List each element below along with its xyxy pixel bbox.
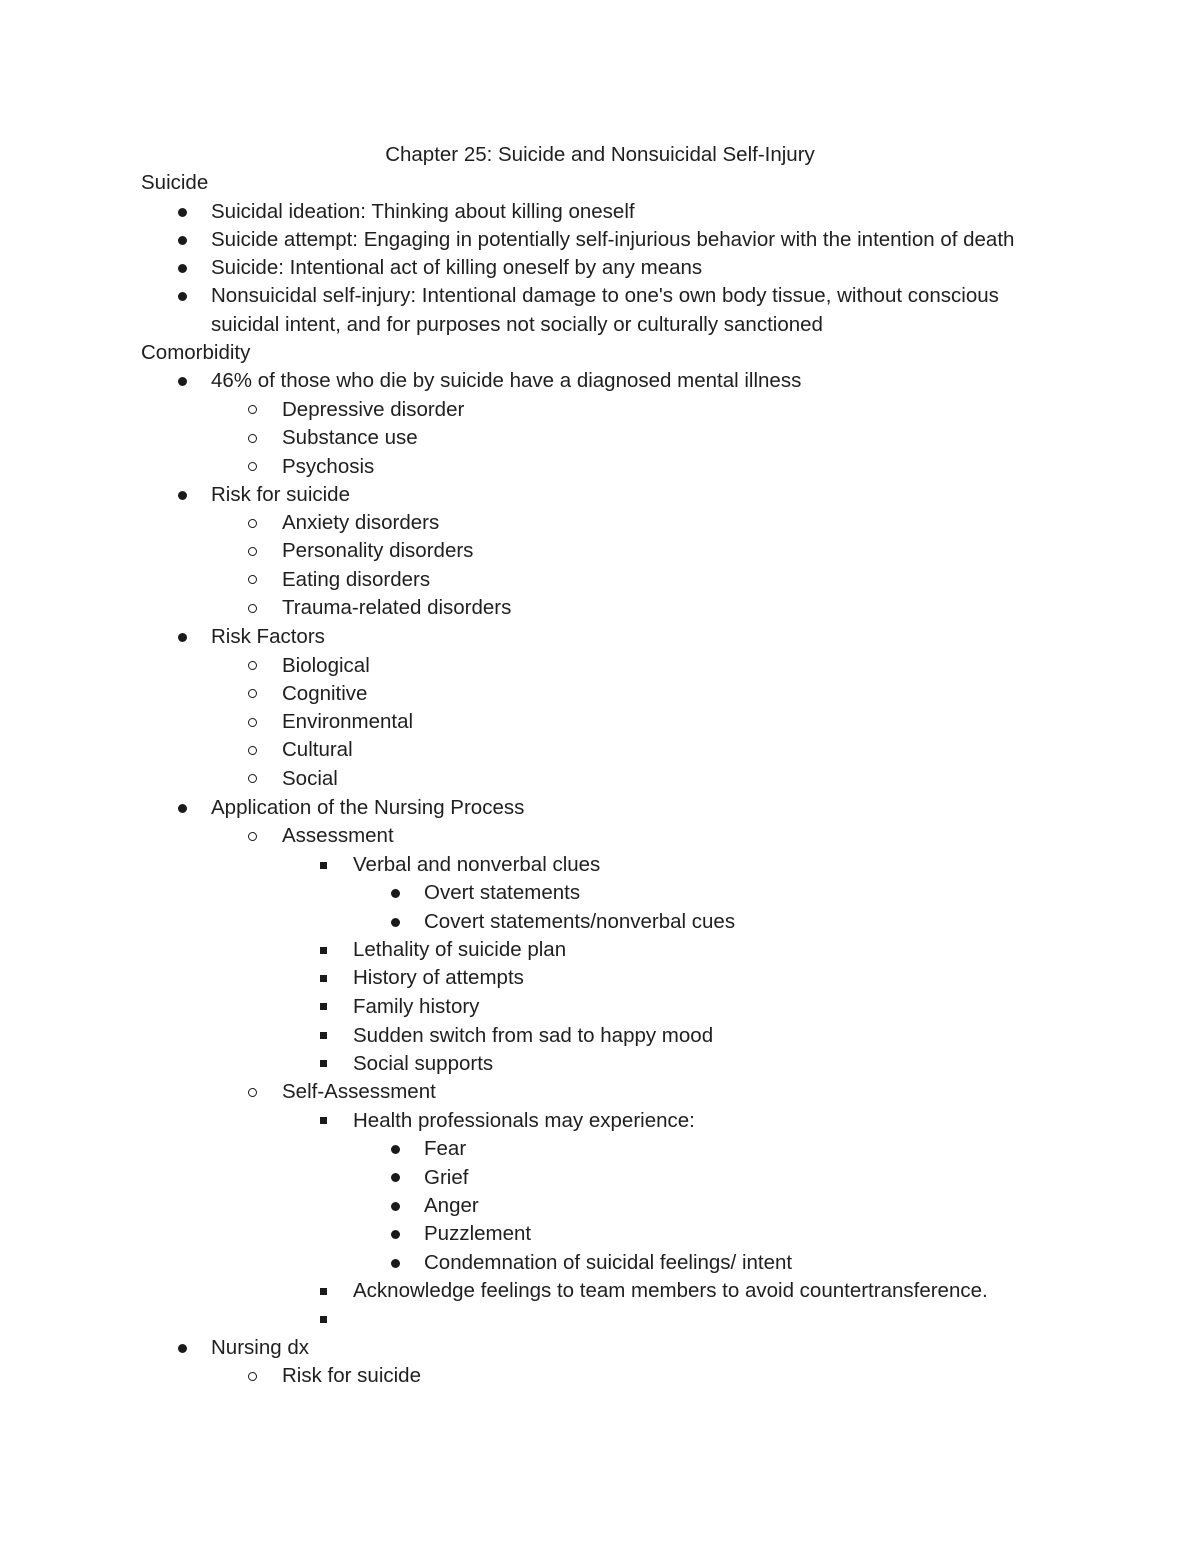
square-bullet-icon	[320, 947, 327, 954]
list-item: Suicidal ideation: Thinking about killing oneself	[211, 200, 635, 223]
list-item: Condemnation of suicidal feelings/ intent	[424, 1251, 793, 1274]
list-item: Substance use	[282, 426, 418, 449]
list-item: Psychosis	[282, 455, 375, 478]
list-item: Risk Factors	[211, 625, 325, 648]
list-item: Health professionals may experience:	[353, 1109, 695, 1132]
list-item: Social	[282, 767, 338, 790]
hollow-bullet-icon	[248, 405, 257, 414]
bullet-icon	[178, 264, 187, 273]
square-bullet-icon	[320, 862, 327, 869]
bullet-icon	[391, 1230, 400, 1239]
square-bullet-icon	[320, 1032, 327, 1039]
square-bullet-icon	[320, 1060, 327, 1067]
list-item: Covert statements/nonverbal cues	[424, 910, 736, 933]
list-item: Acknowledge feelings to team members to avoid countertransference.	[353, 1279, 988, 1302]
hollow-bullet-icon	[248, 604, 257, 613]
list-item: Trauma-related disorders	[282, 596, 512, 619]
list-item: Anger	[424, 1194, 479, 1217]
bullet-icon	[178, 804, 187, 813]
bullet-icon	[178, 292, 187, 301]
list-item: Assessment	[282, 824, 394, 847]
hollow-bullet-icon	[248, 1372, 257, 1381]
list-item: Depressive disorder	[282, 398, 465, 421]
list-item: Anxiety disorders	[282, 511, 440, 534]
hollow-bullet-icon	[248, 462, 257, 471]
hollow-bullet-icon	[248, 1088, 257, 1097]
list-item: Verbal and nonverbal clues	[353, 853, 601, 876]
list-item: Nursing dx	[211, 1336, 309, 1359]
hollow-bullet-icon	[248, 547, 257, 556]
bullet-icon	[391, 1173, 400, 1182]
list-item: Cognitive	[282, 682, 368, 705]
list-item-continuation: suicidal intent, and for purposes not socially or culturally sanctioned	[211, 313, 823, 336]
bullet-icon	[178, 633, 187, 642]
list-item: Application of the Nursing Process	[211, 796, 525, 819]
list-item: History of attempts	[353, 966, 524, 989]
list-item: Family history	[353, 995, 480, 1018]
hollow-bullet-icon	[248, 689, 257, 698]
list-item: Grief	[424, 1166, 469, 1189]
square-bullet-icon	[320, 975, 327, 982]
bullet-icon	[178, 377, 187, 386]
bullet-icon	[391, 1202, 400, 1211]
list-item: Biological	[282, 654, 370, 677]
bullet-icon	[391, 889, 400, 898]
square-bullet-icon	[320, 1117, 327, 1124]
list-item: Suicide attempt: Engaging in potentially self-injurious behavior with the intention of death	[211, 228, 1015, 251]
list-item: Risk for suicide	[211, 483, 350, 506]
list-item: Lethality of suicide plan	[353, 938, 567, 961]
list-item: 46% of those who die by suicide have a diagnosed mental illness	[211, 369, 802, 392]
hollow-bullet-icon	[248, 718, 257, 727]
bullet-icon	[178, 236, 187, 245]
list-item: Sudden switch from sad to happy mood	[353, 1024, 714, 1047]
list-item: Cultural	[282, 738, 353, 761]
list-item: Puzzlement	[424, 1222, 532, 1245]
list-item: Eating disorders	[282, 568, 431, 591]
section-heading-suicide: Suicide	[141, 171, 209, 194]
list-item: Overt statements	[424, 881, 581, 904]
bullet-icon	[178, 208, 187, 217]
hollow-bullet-icon	[248, 519, 257, 528]
hollow-bullet-icon	[248, 434, 257, 443]
list-item: Suicide: Intentional act of killing oneself by any means	[211, 256, 703, 279]
bullet-icon	[391, 918, 400, 927]
bullet-icon	[391, 1145, 400, 1154]
square-bullet-icon	[320, 1316, 327, 1323]
section-heading-comorbidity: Comorbidity	[141, 341, 251, 364]
hollow-bullet-icon	[248, 832, 257, 841]
hollow-bullet-icon	[248, 575, 257, 584]
bullet-icon	[178, 1344, 187, 1353]
square-bullet-icon	[320, 1003, 327, 1010]
hollow-bullet-icon	[248, 774, 257, 783]
list-item: Social supports	[353, 1052, 494, 1075]
list-item: Risk for suicide	[282, 1364, 421, 1387]
list-item: Personality disorders	[282, 539, 474, 562]
square-bullet-icon	[320, 1288, 327, 1295]
list-item: Environmental	[282, 710, 414, 733]
list-item: Self-Assessment	[282, 1080, 436, 1103]
list-item: Nonsuicidal self-injury: Intentional damage to one's own body tissue, without conscious	[211, 284, 999, 307]
hollow-bullet-icon	[248, 746, 257, 755]
document-title: Chapter 25: Suicide and Nonsuicidal Self-Injury	[385, 143, 815, 166]
bullet-icon	[178, 491, 187, 500]
hollow-bullet-icon	[248, 661, 257, 670]
bullet-icon	[391, 1259, 400, 1268]
list-item: Fear	[424, 1137, 467, 1160]
